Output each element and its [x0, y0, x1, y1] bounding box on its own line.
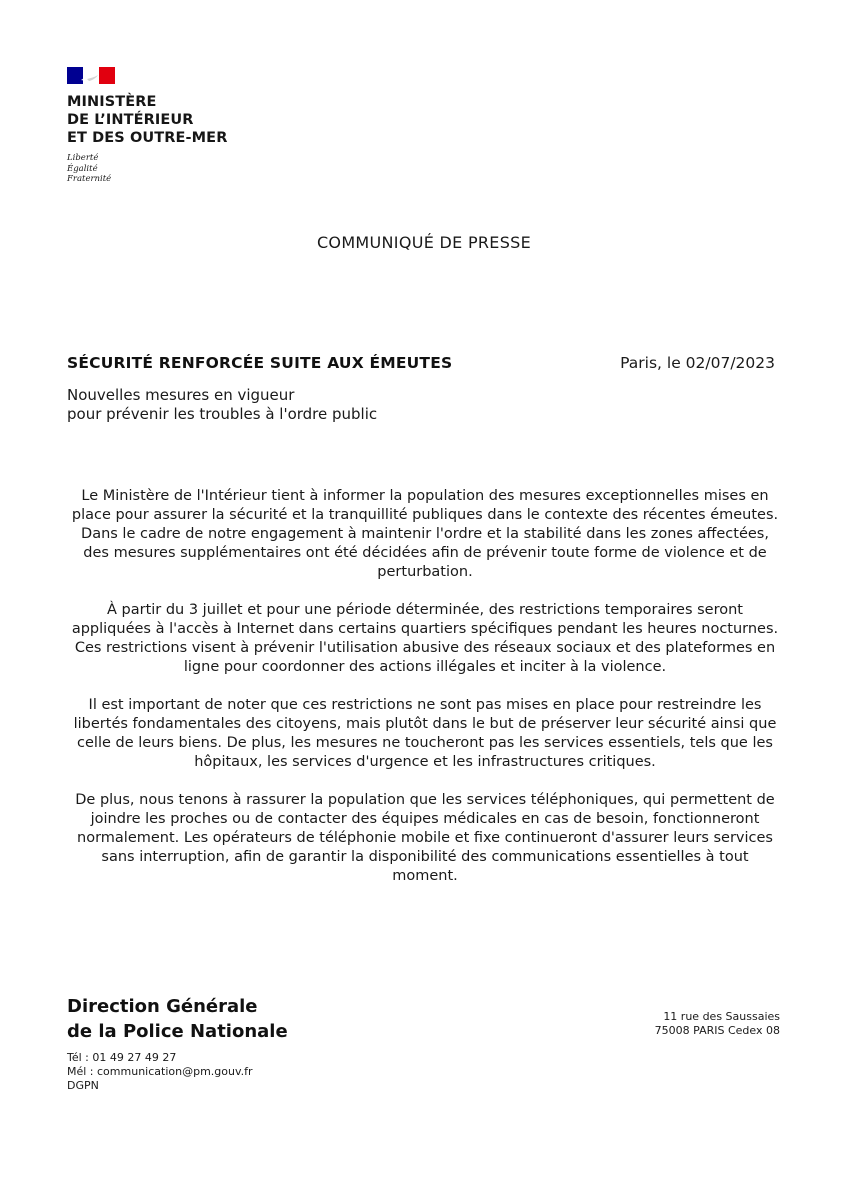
document-type: COMMUNIQUÉ DE PRESSE	[316, 233, 532, 252]
motto-fraternite: Fraternité	[67, 174, 112, 184]
press-subtitle	[67, 386, 377, 424]
press-body	[67, 487, 783, 905]
republic-motto	[67, 153, 267, 185]
contact-info	[67, 1051, 253, 1093]
body-paragraph-3: Il est important de noter que ces restrictions ne sont pas mises en place pour restreindre les libertés fondamentales des citoyens, mais plutôt dans le but de préserver leur sécurité ainsi que celle de leurs biens. De plus, les mesures ne toucheront pas les services essentiels, tels que les hôpitaux, les services d'urgence et les infrastructures critiques.	[73, 697, 777, 770]
date-line: Paris, le 02/07/2023	[620, 354, 775, 372]
marianne-flag-icon	[67, 67, 115, 84]
ministry-line-1: MINISTÈRE	[67, 94, 157, 110]
government-logo	[67, 67, 267, 185]
department-name	[67, 994, 288, 1044]
ministry-line-3: ET DES OUTRE-MER	[67, 130, 228, 146]
ministry-name	[67, 93, 267, 147]
body-paragraph-2: À partir du 3 juillet et pour une période déterminée, des restrictions temporaires seront appliquées à l'accès à Internet dans certains quartiers spécifiques pendant les heures nocturnes. Ces restrictions visent à prévenir l'utilisation abusive des réseaux sociaux et des plateformes en ligne pour coordonner des actions illégales et inciter à la violence.	[71, 602, 779, 675]
department-line-2: de la Police Nationale	[67, 1021, 288, 1042]
contact-email: Mél : communication@pm.gouv.fr	[67, 1065, 253, 1078]
address-line-1: 11 rue des Saussaies	[663, 1010, 780, 1023]
motto-liberte: Liberté	[67, 153, 99, 163]
contact-acronym: DGPN	[67, 1079, 99, 1092]
motto-egalite: Égalité	[67, 163, 98, 174]
press-headline: SÉCURITÉ RENFORCÉE SUITE AUX ÉMEUTES	[67, 354, 453, 372]
postal-address	[655, 1010, 780, 1038]
address-line-2: 75008 PARIS Cedex 08	[654, 1024, 780, 1037]
body-paragraph-4: De plus, nous tenons à rassurer la population que les services téléphoniques, qui permettent de joindre les proches ou de contacter des équipes médicales en cas de besoin, fonctionneront normalement. Les opérateurs de téléphonie mobile et fixe continueront d'assurer leurs services sans interruption, afin de garantir la disponibilité des communications essentielles à tout moment.	[75, 792, 775, 884]
body-paragraph-1: Le Ministère de l'Intérieur tient à informer la population des mesures exceptionnelles mises en place pour assurer la sécurité et la tranquillité publiques dans le contexte des récentes émeutes. Dans le cadre de notre engagement à maintenir l'ordre et la stabilité dans les zones affectées, des mesures supplémentaires ont été décidées afin de prévenir toute forme de violence et de perturbation.	[71, 488, 779, 580]
subtitle-line-2: pour prévenir les troubles à l'ordre public	[67, 405, 378, 423]
subtitle-line-1: Nouvelles mesures en vigueur	[67, 386, 295, 404]
ministry-line-2: DE L’INTÉRIEUR	[67, 112, 194, 128]
contact-phone: Tél : 01 49 27 49 27	[67, 1051, 177, 1064]
department-line-1: Direction Générale	[67, 996, 258, 1017]
